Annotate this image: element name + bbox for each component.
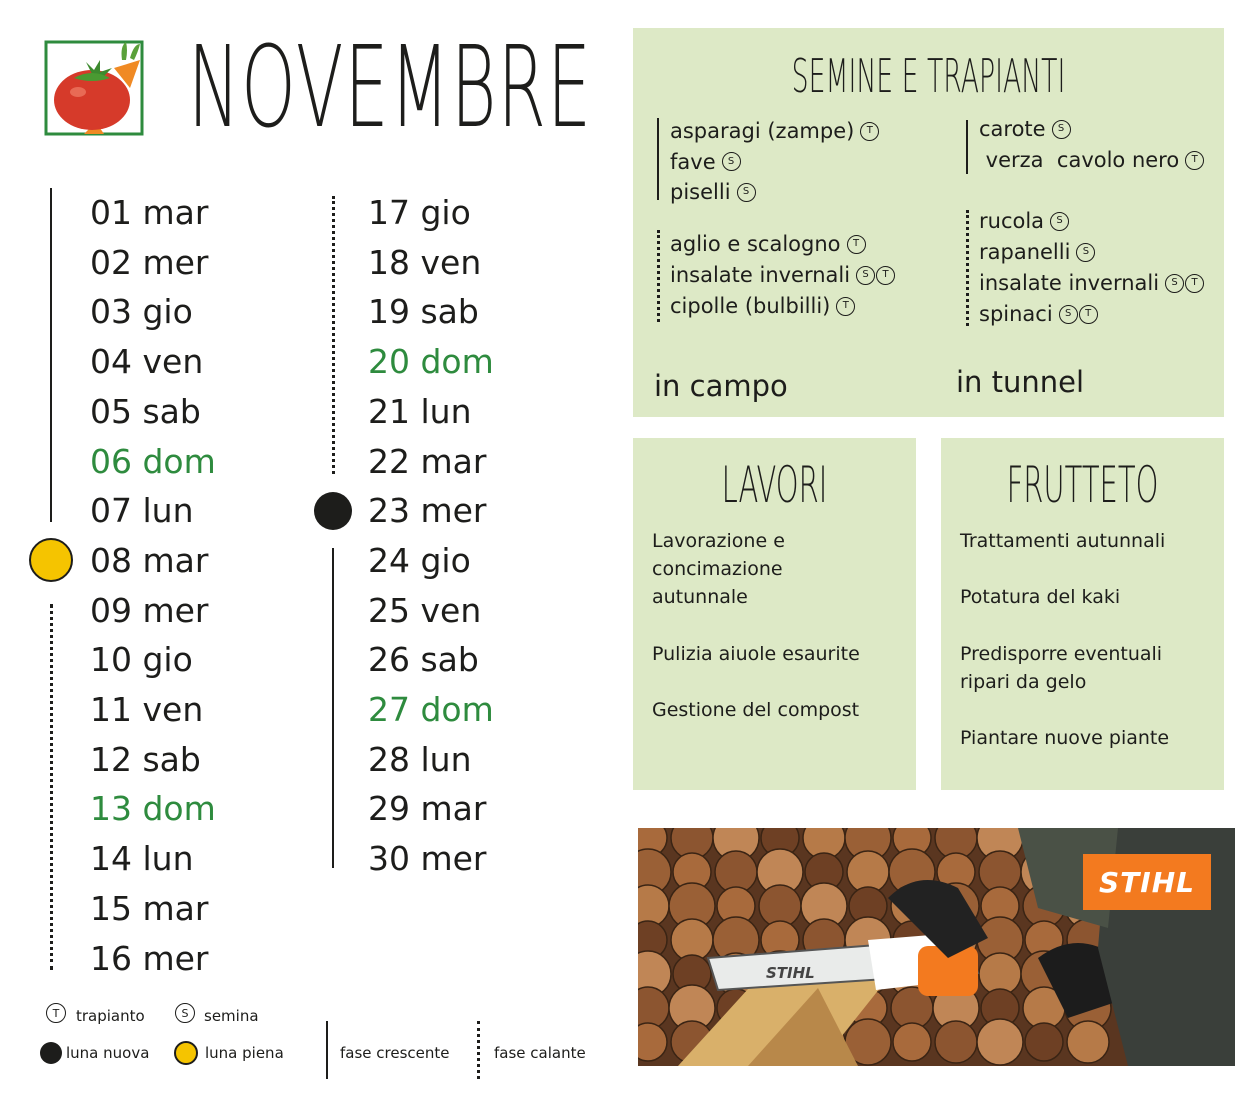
legend-semina: semina (204, 1007, 259, 1025)
plant-item (670, 116, 879, 146)
calendar-day: 24 gio (368, 540, 471, 580)
calendar-day: 23 mer (368, 491, 487, 531)
panel-title: LAVORI (721, 456, 828, 514)
saw-brand-text: STIHL (766, 964, 815, 982)
waning-phase-line (657, 230, 660, 322)
growing-phase-line (332, 548, 334, 868)
task-item: Predisporre eventuali ripari da gelo (960, 643, 1163, 693)
plant-name: verza cavolo nero (979, 148, 1180, 172)
sowing-panel (633, 28, 1224, 417)
plant-item (670, 260, 895, 290)
chainsaw-advertisement[interactable] (638, 828, 1235, 1066)
plant-item (670, 291, 855, 321)
growing-phase-line (966, 120, 968, 174)
calendar-day: 07 lun (90, 491, 194, 531)
transplant-symbol-icon: T (1185, 274, 1204, 293)
task-item: Gestione del compost (652, 699, 860, 721)
calendar-day: 02 mer (90, 242, 209, 282)
plant-name: carote (979, 117, 1046, 141)
calendar-day: 09 mer (90, 590, 209, 630)
task-item: Potatura del kaki (960, 586, 1121, 608)
waning-phase-line (477, 1021, 480, 1079)
waning-phase-line (966, 210, 969, 326)
plant-name: rapanelli (979, 240, 1071, 264)
calendar-day: 22 mar (368, 441, 487, 481)
waning-phase-line (50, 604, 53, 970)
plant-item (979, 237, 1095, 267)
panel-title: FRUTTETO (1006, 456, 1159, 514)
plant-name: fave (670, 149, 716, 174)
log-end (977, 1019, 1023, 1065)
calendar-day: 10 gio (90, 640, 193, 680)
calendar-day: 20 dom (368, 342, 494, 382)
waning-phase-line (332, 196, 335, 474)
calendar-day: 21 lun (368, 391, 472, 431)
log-end (893, 1023, 931, 1061)
calendar-day: 13 dom (90, 789, 216, 829)
sowing-symbol-icon: S (1059, 305, 1078, 324)
legend-fase-calante: fase calante (494, 1044, 586, 1062)
sowing-symbol-icon: S (737, 183, 756, 202)
growing-phase-line (657, 118, 659, 200)
transplant-symbol-icon: T (836, 297, 855, 316)
plant-name: aglio e scalogno (670, 232, 841, 256)
plant-item (670, 147, 741, 177)
task-item: Pulizia aiuole esaurite (652, 643, 860, 665)
task-item: Lavorazione e concimazione autunnale (652, 530, 785, 608)
in-tunnel-label: in tunnel (956, 365, 1085, 399)
transplant-symbol-icon: T (46, 1003, 66, 1023)
calendar-day: 18 ven (368, 242, 482, 282)
plant-item (979, 206, 1069, 236)
calendar-day: 12 sab (90, 739, 201, 779)
plant-name: insalate invernali (670, 263, 851, 287)
in-campo-label: in campo (654, 369, 788, 403)
legend-luna-piena: luna piena (205, 1044, 284, 1062)
plant-name: spinaci (979, 302, 1053, 326)
calendar-day: 28 lun (368, 739, 472, 779)
plant-item (979, 268, 1204, 298)
plant-item (670, 229, 866, 259)
calendar-day: 01 mar (90, 193, 209, 232)
plant-name: piselli (670, 180, 731, 204)
calendar-day: 14 lun (90, 839, 194, 879)
full-moon-icon (174, 1041, 198, 1065)
sowing-symbol-icon: S (1076, 243, 1095, 262)
plant-name: cipolle (bulbilli) (670, 294, 831, 318)
plant-name: rucola (979, 209, 1045, 233)
plant-name: asparagi (zampe) (670, 119, 855, 143)
brand-text: STIHL (1099, 865, 1195, 899)
calendar-day: 25 ven (368, 590, 482, 630)
calendar-day: 17 gio (368, 193, 471, 232)
transplant-symbol-icon: T (876, 266, 895, 285)
panel-title: SEMINE E TRAPIANTI (791, 49, 1066, 103)
month-title: NOVEMBRE (188, 23, 593, 153)
calendar-day: 05 sab (90, 391, 201, 431)
log-end (1025, 1023, 1063, 1061)
task-item: Piantare nuove piante (960, 727, 1170, 749)
plant-item (979, 114, 1071, 144)
log-end (935, 1021, 977, 1063)
frutteto-panel (941, 438, 1224, 790)
transplant-symbol-icon: T (860, 122, 879, 141)
legend-luna-nuova: luna nuova (66, 1044, 150, 1062)
full-moon-icon (29, 538, 73, 582)
growing-phase-line (326, 1021, 328, 1079)
sowing-symbol-icon: S (856, 266, 875, 285)
calendar-day: 15 mar (90, 888, 209, 928)
calendar-day: 06 dom (90, 441, 216, 481)
lavori-panel (633, 438, 916, 790)
transplant-symbol-icon: T (1185, 151, 1204, 170)
sowing-symbol-icon: S (722, 152, 741, 171)
transplant-symbol-icon: T (1079, 305, 1098, 324)
calendar-day: 27 dom (368, 690, 494, 729)
sowing-symbol-icon: S (1050, 212, 1069, 231)
calendar-day: 26 sab (368, 640, 479, 680)
calendar-day: 11 ven (90, 690, 204, 729)
calendar-day: 08 mar (90, 540, 209, 580)
calendar-day: 16 mer (90, 938, 209, 978)
sowing-symbol-icon: S (1052, 120, 1071, 139)
calendar-day: 29 mar (368, 789, 487, 829)
plant-item (979, 145, 1204, 175)
stihl-logo (1083, 854, 1211, 910)
new-moon-icon (40, 1042, 62, 1064)
plant-name: insalate invernali (979, 271, 1160, 295)
new-moon-icon (314, 492, 352, 530)
legend-fase-crescente: fase crescente (340, 1044, 450, 1062)
calendar-day: 03 gio (90, 292, 193, 332)
log-end (1067, 1021, 1109, 1063)
plant-item (979, 299, 1098, 329)
calendar-day: 30 mer (368, 839, 487, 879)
task-item: Trattamenti autunnali (960, 530, 1166, 552)
sowing-symbol-icon: S (1165, 274, 1184, 293)
transplant-symbol-icon: T (847, 235, 866, 254)
tomato-carrot-logo-icon (44, 38, 148, 138)
growing-phase-line (50, 188, 52, 522)
plant-item (670, 177, 756, 207)
sowing-symbol-icon: S (175, 1003, 195, 1023)
legend-trapianto: trapianto (76, 1007, 145, 1025)
calendar-day: 19 sab (368, 292, 479, 332)
calendar-day: 04 ven (90, 342, 204, 382)
